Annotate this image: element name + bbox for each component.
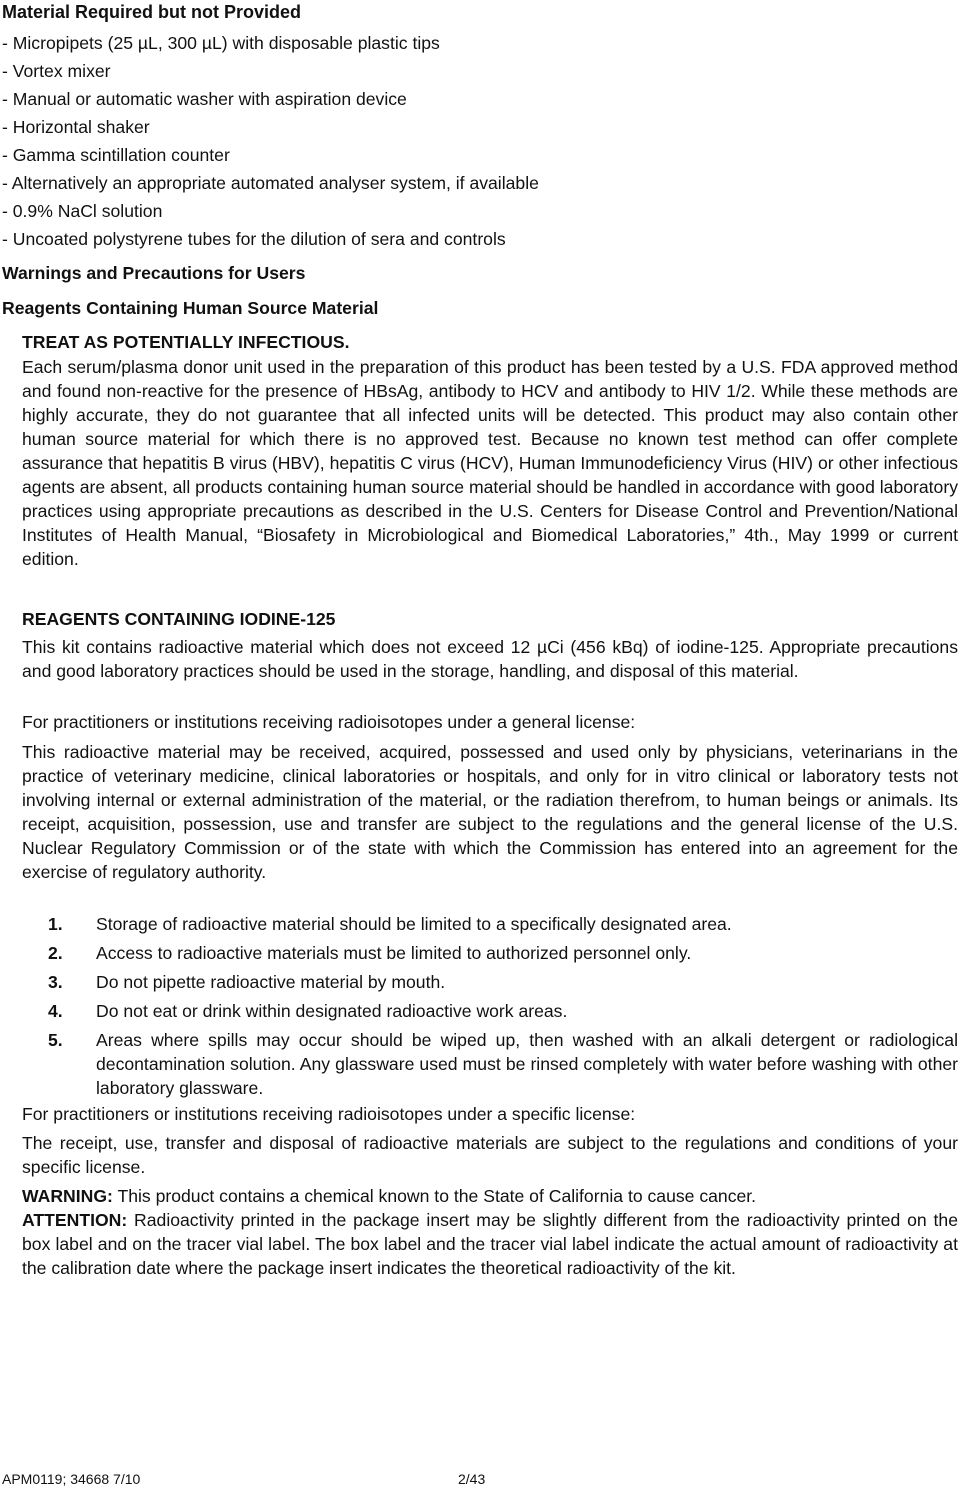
attention-text: Radioactivity printed in the package insert may be slightly different from the radioactivity printed on the box label and on the tracer vial label. The box label and the tracer vial label indicate the actual amount of radioactivity at the calibration date where the package insert indicates the theoretical radioactivity of the kit. [22,1210,958,1278]
list-item: - Horizontal shaker [2,117,150,137]
rule-number: 2. [48,943,63,963]
serum-paragraph: Each serum/plasma donor unit used in the preparation of this product has been tested by a U.S. FDA approved method and found non-reactive for the presence of HBsAg, antibody to HCV and antibody to HIV 1/2. While these methods are highly accurate, they do not guarantee that all infected units will be detected. This product may also contain other human source material for which there is no approved test. Because no known test method can offer complete assurance that hepatitis B virus (HBV), hepatitis C virus (HCV), Human Immunodeficiency Virus (HIV) or other infectious agents are absent, all products containing human source material should be handled in accordance with good laboratory practices using appropriate precautions as described in the U.S. Centers for Disease Control and Prevention/National Institutes of Health Manual, “Biosafety in Microbiological and Biomedical Laboratories,” 4th., May 1999 or current edition. [22,357,958,569]
rule-number: 3. [48,972,63,992]
specific-license-paragraph: The receipt, use, transfer and disposal of radioactive materials are subject to the regulations and conditions of your specific license. [22,1133,958,1177]
rule-text: Access to radioactive materials must be limited to authorized personnel only. [96,943,692,963]
material-list [2,29,539,253]
rule-text: Areas where spills may occur should be wiped up, then washed with an alkali detergent or radiological decontamination solution. Any glassware used must be rinsed completely with water before washing with other laboratory glassware. [96,1030,958,1098]
general-license-heading: For practitioners or institutions receiving radioisotopes under a general license: [22,712,636,732]
rule-text: Do not pipette radioactive material by mouth. [96,972,446,992]
rule-text: Do not eat or drink within designated radioactive work areas. [96,1001,568,1021]
warnings-heading: Warnings and Precautions for Users [2,263,306,283]
warning-text: This product contains a chemical known to the State of California to cause cancer. [112,1186,757,1206]
human-source-heading: Reagents Containing Human Source Material [2,298,379,318]
warning-label: WARNING: [22,1186,113,1206]
list-item [48,1028,958,1100]
attention-label: ATTENTION: [22,1210,128,1230]
list-item: - Vortex mixer [2,61,111,81]
footer-doc-code: APM0119; 34668 7/10 [2,1471,141,1487]
treat-infectious-notice: TREAT AS POTENTIALLY INFECTIOUS. [22,332,350,352]
list-item: - Gamma scintillation counter [2,145,230,165]
list-item: - 0.9% NaCl solution [2,201,163,221]
rule-number: 1. [48,914,63,934]
list-item: - Alternatively an appropriate automated analyser system, if available [2,173,539,193]
warning-paragraph [22,1184,958,1208]
list-item: - Micropipets (25 µL, 300 µL) with disposable plastic tips [2,33,440,53]
list-item [48,999,958,1023]
list-item [48,912,958,936]
radioactive-rules-list [48,912,958,1100]
material-heading: Material Required but not Provided [2,2,302,22]
general-license-paragraph: This radioactive material may be received, acquired, possessed and used only by physicians, veterinarians in the practice of veterinary medicine, clinical laboratories or hospitals, and only for in vitro clinical or laboratory tests not involving internal or external administration of the material, or the radiation therefrom, to human beings or animals. Its receipt, acquisition, possession, use and transfer are subject to the regulations and the general license of the U.S. Nuclear Regulatory Commission or of the state with which the Commission has entered into an agreement for the exercise of regulatory authority. [22,742,958,882]
list-item [48,970,958,994]
footer-page-number: 2/43 [458,1471,486,1487]
rule-number: 4. [48,1001,63,1021]
list-item: - Manual or automatic washer with aspiration device [2,89,407,109]
iodine-heading: REAGENTS CONTAINING IODINE-125 [22,609,336,629]
rule-text: Storage of radioactive material should be limited to a specifically designated area. [96,914,732,934]
list-item [48,941,958,965]
rule-number: 5. [48,1030,63,1050]
specific-license-heading: For practitioners or institutions receiving radioisotopes under a specific license: [22,1104,636,1124]
kit-paragraph: This kit contains radioactive material which does not exceed 12 µCi (456 kBq) of iodine-125. Appropriate precautions and good laboratory practices should be used in the storage, handling, and disposal of this material. [22,637,958,681]
attention-paragraph [22,1208,958,1280]
list-item: - Uncoated polystyrene tubes for the dilution of sera and controls [2,229,506,249]
